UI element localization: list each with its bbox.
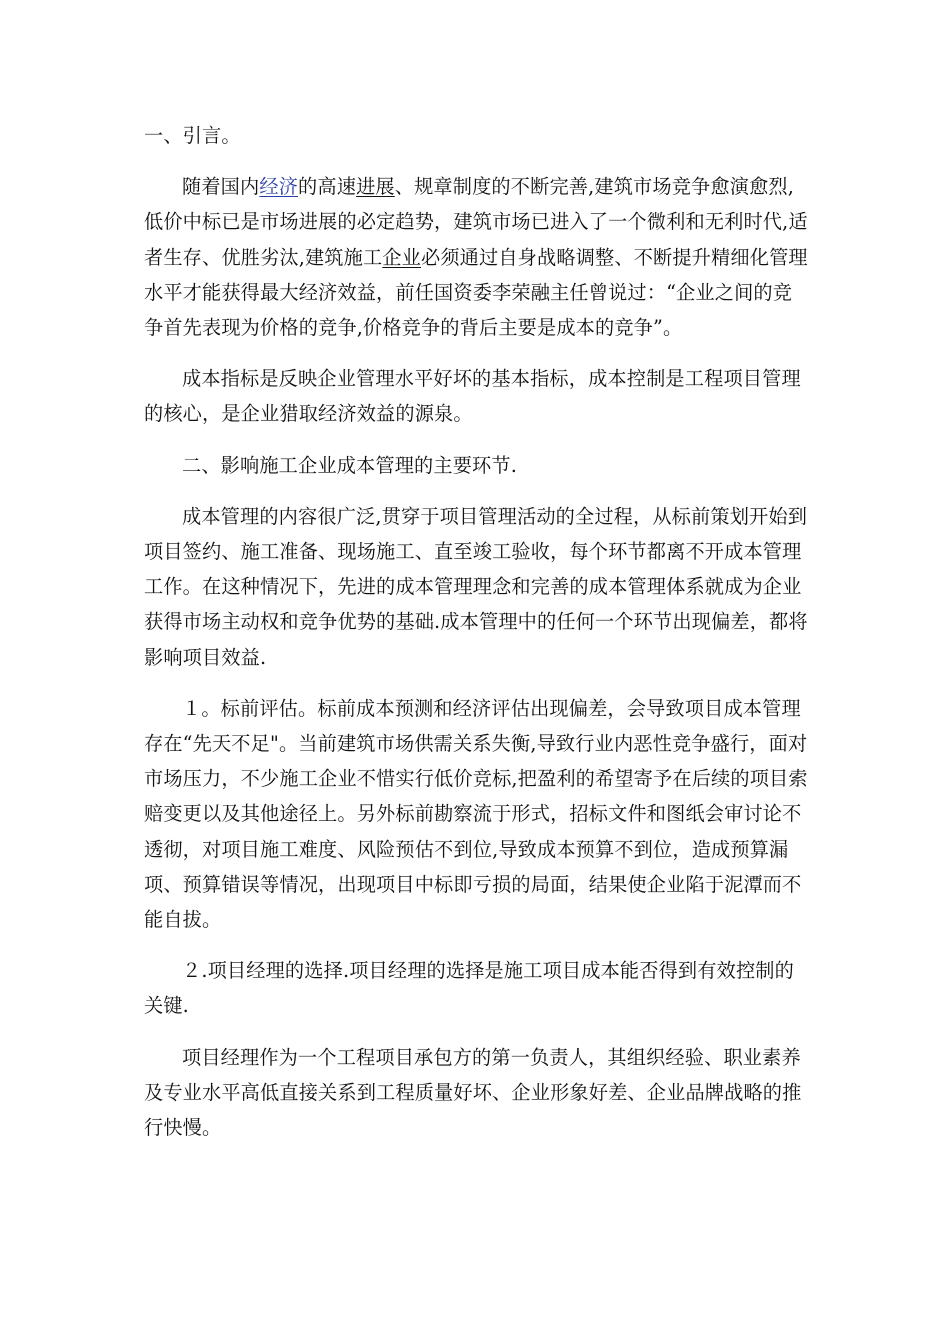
paragraph-cost-management: 成本管理的内容很广泛,贯穿于项目管理活动的全过程，从标前策划开始到项目签约、施工准备、现场施工、直至竣工验收，每个环节都离不开成本管理工作。在这种情况下，先进的成本管理理念和完善的成本管理体系就成为企业获得市场主动权和竞争优势的基础.成本管理中的任何一个环节出现偏差，都将影响项目效益.: [144, 504, 808, 669]
document-page: [144, 118, 809, 1145]
paragraph-gap: [144, 675, 809, 691]
paragraph-economic-context: [144, 169, 809, 345]
link-development[interactable]: 进展: [356, 175, 395, 199]
paragraph-pre-bid-evaluation: １。标前评估。标前成本预测和经济评估出现偏差，会导致项目成本管理存在“先天不足"。当前建筑市场供需关系失衡,导致行业内恶性竞争盛行，面对市场压力，不少施工企业不惜实行低价竞标,把盈利的希望寄予在后续的项目索赔变更以及其他途径上。另外标前勘察流于形式，招标文件和图纸会审讨论不透彻，对项目施工难度、风险预估不到位,导致成本预算不到位，造成预算漏项、预算错误等情况，出现项目中标即亏损的局面，结果使企业陷于泥潭而不能自拔。: [144, 696, 808, 932]
paragraph-gap: [144, 937, 809, 953]
paragraph-gap: [144, 432, 809, 448]
paragraph-cost-indicator: 成本指标是反映企业管理水平好坏的基本指标，成本控制是工程项目管理的核心，是企业猎取经济效益的源泉。: [144, 367, 801, 426]
paragraph-text: 、规章制度的不断完善,建筑市场竞争愈演愈烈,低价中标已是市场进展的必定趋势，建筑市场已进入了一个微利和无利时代,适者生存、优胜劣汰,建筑施工: [144, 175, 808, 269]
paragraph-gap: [144, 345, 809, 361]
paragraph-project-manager-selection: ２.项目经理的选择.项目经理的选择是施工项目成本能否得到有效控制的关键.: [144, 959, 794, 1018]
paragraph-text: 的高速: [298, 175, 357, 199]
paragraph-text: 随着国内: [182, 175, 260, 199]
paragraph-text: 必须通过自身战略调整、不断提升精细化管理水平才能获得最大经济效益，前任国资委李荣融主任曾说过：“企业之间的竞争首先表现为价格的竞争,价格竞争的背后主要是成本的竞争”。: [144, 245, 808, 340]
paragraph-gap: [144, 483, 809, 499]
section-heading-introduction: 一、引言。: [144, 124, 241, 147]
paragraph-project-manager-role: 项目经理作为一个工程项目承包方的第一负责人，其组织经验、职业素养及专业水平高低直接关系到工程质量好坏、企业形象好差、企业品牌战略的推行快慢。: [144, 1045, 802, 1140]
paragraph-gap: [144, 1024, 809, 1040]
link-economy[interactable]: 经济: [259, 175, 299, 199]
section-heading-key-links: 二、影响施工企业成本管理的主要环节.: [182, 453, 517, 477]
link-enterprise[interactable]: 企业: [382, 245, 421, 269]
